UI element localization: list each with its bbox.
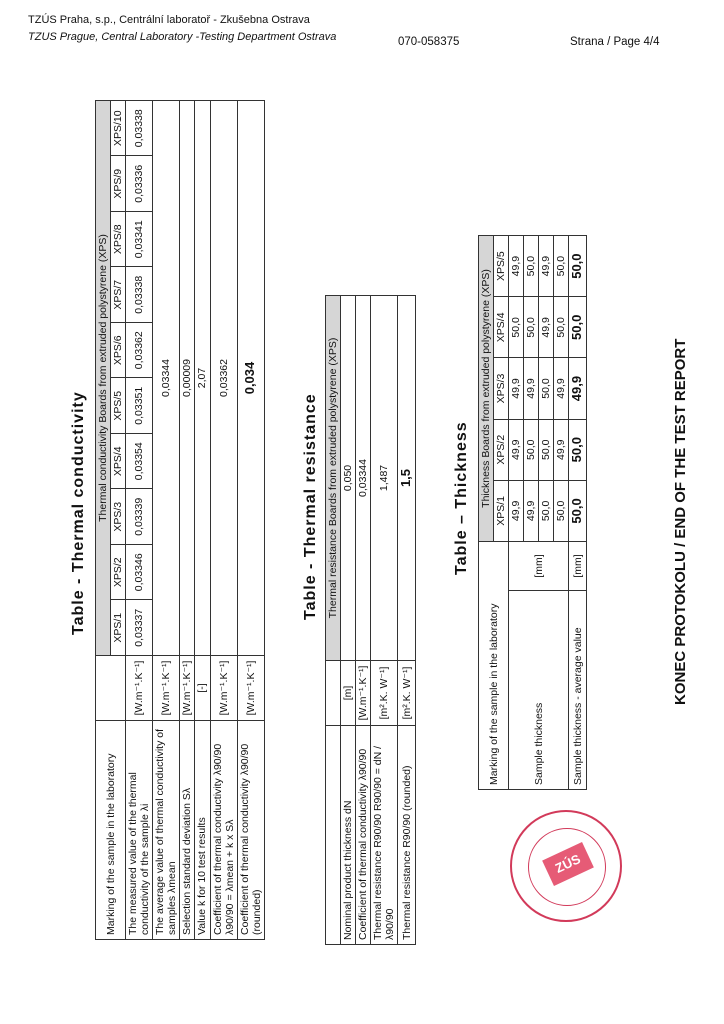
table-cell: 50,0 [539, 419, 554, 480]
row-label: The measured value of the thermal conductivity of the sample λi [126, 721, 153, 940]
row-unit: [W.m⁻¹.K⁻¹] [210, 656, 237, 721]
table-cell: 1,487 [371, 296, 398, 661]
table-cell: 50,0 [524, 419, 539, 480]
sample-header: XPS/1 [111, 600, 126, 656]
table-cell: 50,0 [524, 236, 539, 297]
table-cell: 0,00009 [180, 101, 195, 656]
marking-label: Marking of the sample in the laboratory [96, 721, 126, 940]
table-row [356, 296, 371, 945]
table-row [180, 101, 195, 940]
thickness-table-title: Table – Thickness [453, 421, 470, 575]
table-cell: 0,03338 [126, 101, 153, 157]
table-cell: 50,0 [554, 480, 569, 541]
table-row [195, 101, 210, 940]
row-unit: [W.m⁻¹.K⁻¹] [180, 656, 195, 721]
resistance-caption: Thermal resistance Boards from extruded polystyrene (XPS) [326, 296, 341, 661]
header-line1: TZÚS Praha, s.p., Centrální laboratoř - Zkušebna Ostrava [28, 14, 310, 26]
table-cell: 49,9 [554, 358, 569, 419]
sample-header: XPS/4 [111, 434, 126, 490]
table-cell: 0,03344 [356, 296, 371, 661]
table-cell: 49,9 [509, 236, 524, 297]
sample-header: XPS/9 [111, 156, 126, 212]
row-label: Thermal resistance R90/90 R90/90 = dN / λ90/90 [371, 726, 398, 945]
laboratory-stamp [510, 810, 622, 922]
row-label: Coefficient of thermal conductivity λ90/90 [356, 726, 371, 945]
table-cell: 0,03362 [210, 101, 237, 656]
table-cell: 0,03346 [126, 545, 153, 601]
table-cell: 49,9 [509, 419, 524, 480]
table-cell: 50,0 [569, 480, 587, 541]
table-cell: 50,0 [554, 297, 569, 358]
table-cell: 49,9 [524, 480, 539, 541]
row-unit: [mm] [509, 542, 569, 591]
table-cell: 0,03337 [126, 600, 153, 656]
table-cell: 50,0 [554, 236, 569, 297]
sample-header: XPS/3 [494, 358, 509, 419]
row-label: Selection standard deviation Sλ [180, 721, 195, 940]
marking-label: Marking of the sample in the laboratory [479, 542, 509, 790]
row-unit: [m².K. W⁻¹] [371, 661, 398, 726]
table-cell: 0,03336 [126, 156, 153, 212]
row-label: Sample thickness [509, 591, 569, 790]
resistance-table-title: Table - Thermal resistance [302, 393, 319, 620]
resistance-table [325, 295, 416, 945]
table-row [153, 101, 180, 940]
row-label: Coefficient of thermal conductivity λ90/90 (rounded) [237, 721, 264, 940]
table-cell: 49,9 [569, 358, 587, 419]
row-unit: [m².K. W⁻¹] [398, 661, 416, 726]
row-label: Thermal resistance R90/90 (rounded) [398, 726, 416, 945]
document-number: 070-058375 [398, 36, 460, 48]
table-cell: 49,9 [509, 358, 524, 419]
sample-header: XPS/7 [111, 267, 126, 323]
row-label: Nominal product thickness dN [341, 726, 356, 945]
row-label: The average value of thermal conductivity of samples λmean [153, 721, 180, 940]
sample-header: XPS/2 [111, 545, 126, 601]
table-cell: 0,03344 [153, 101, 180, 656]
table-cell: 49,9 [509, 480, 524, 541]
table-cell: 0,03351 [126, 378, 153, 434]
table-cell: 0,03339 [126, 489, 153, 545]
sample-header: XPS/4 [494, 297, 509, 358]
row-label: Value k for 10 test results [195, 721, 210, 940]
table-cell: 0,050 [341, 296, 356, 661]
table-cell: 0,034 [237, 101, 264, 656]
conductivity-table-title: Table - Thermal conductivity [70, 391, 87, 635]
sample-header: XPS/2 [494, 419, 509, 480]
table-row [237, 101, 264, 940]
conductivity-caption: Thermal conductivity Boards from extruded polystyrene (XPS) [96, 101, 111, 656]
table-cell: 1,5 [398, 296, 416, 661]
sample-header: XPS/6 [111, 323, 126, 379]
row-unit: [-] [195, 656, 210, 721]
table-cell: 49,9 [539, 297, 554, 358]
thickness-caption: Thickness Boards from extruded polystyrene (XPS) [479, 236, 494, 542]
row-label: Sample thickness - average value [569, 591, 587, 790]
table-cell: 2,07 [195, 101, 210, 656]
table-cell: 50,0 [509, 297, 524, 358]
end-of-report-text: KONEC PROTOKOLU / END OF THE TEST REPORT [672, 338, 689, 705]
table-cell: 50,0 [569, 419, 587, 480]
sample-header: XPS/3 [111, 489, 126, 545]
table-cell: 49,9 [524, 358, 539, 419]
table-row [210, 101, 237, 940]
sample-header: XPS/10 [111, 101, 126, 157]
row-unit: [m] [341, 661, 356, 726]
table-cell: 0,03362 [126, 323, 153, 379]
table-row [341, 296, 356, 945]
conductivity-table [95, 100, 265, 940]
page-number: Strana / Page 4/4 [570, 36, 660, 48]
table-cell: 49,9 [539, 236, 554, 297]
row-unit: [mm] [569, 542, 587, 591]
header-line2: TZUS Prague, Central Laboratory -Testing Department Ostrava [28, 31, 337, 43]
table-cell: 50,0 [539, 358, 554, 419]
row-unit: [W.m⁻¹.K⁻¹] [356, 661, 371, 726]
sample-header: XPS/5 [494, 236, 509, 297]
table-cell: 50,0 [524, 297, 539, 358]
table-cell: 0,03338 [126, 267, 153, 323]
table-row [398, 296, 416, 945]
table-row [371, 296, 398, 945]
table-row [569, 236, 587, 790]
table-cell: 50,0 [569, 297, 587, 358]
sample-header: XPS/1 [494, 480, 509, 541]
sample-header: XPS/5 [111, 378, 126, 434]
table-cell: 50,0 [539, 480, 554, 541]
table-row [509, 236, 524, 790]
stamp-logo: ZÚS [542, 842, 594, 886]
table-cell: 50,0 [569, 236, 587, 297]
table-cell: 0,03354 [126, 434, 153, 490]
row-unit: [W.m⁻¹.K⁻¹] [153, 656, 180, 721]
row-label: Coefficient of thermal conductivity λ90/90 λ90/90 = λmean + k x Sλ [210, 721, 237, 940]
thickness-table [478, 235, 587, 790]
table-cell: 49,9 [554, 419, 569, 480]
table-cell: 0,03341 [126, 212, 153, 268]
row-unit: [W.m⁻¹.K⁻¹] [126, 656, 153, 721]
table-row [126, 101, 153, 940]
sample-header: XPS/8 [111, 212, 126, 268]
row-unit: [W.m⁻¹.K⁻¹] [237, 656, 264, 721]
